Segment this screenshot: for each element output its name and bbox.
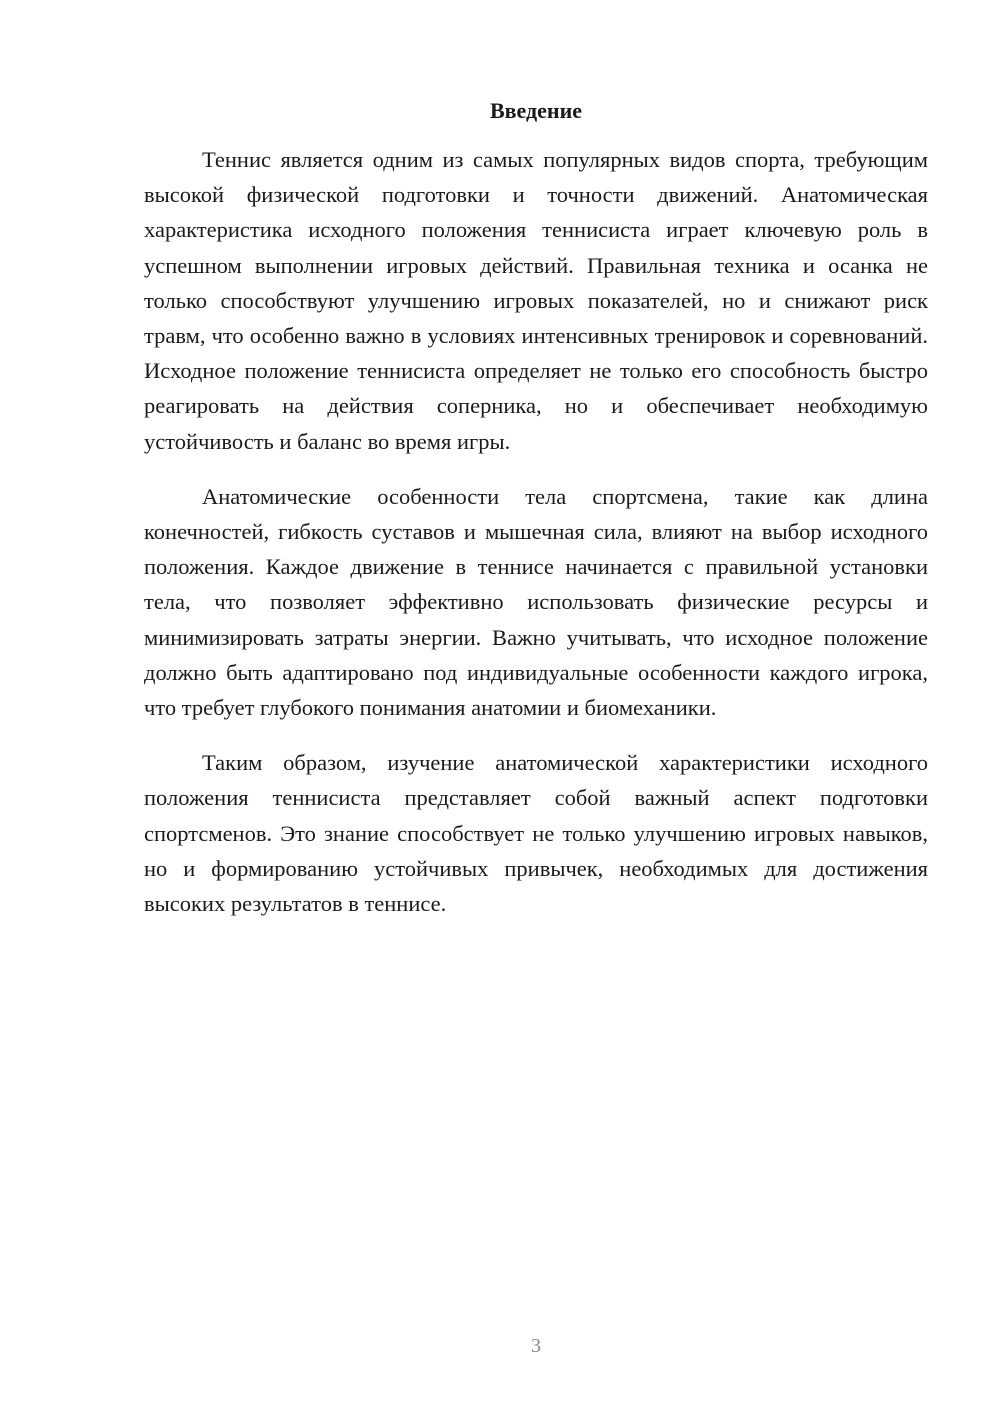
page-title: Введение [489, 98, 583, 123]
body-text [144, 142, 928, 941]
paragraph: Теннис является одним из самых популярных видов спорта, требующим высокой физической подготовки и точности движений. Анатомическая характеристика исходного положения теннисиста играет ключевую роль в успешном выполнении игровых действий. Правильная техника и осанка не только способствуют улучшению игровых показателей, но и снижают риск травм, что особенно важно в условиях интенсивных тренировок и соревнований. Исходное положение теннисиста определяет не только его способность быстро реагировать на действия соперника, но и обеспечивает необходимую устойчивость и баланс во время игры. [144, 147, 928, 454]
page-number: 3 [531, 1335, 541, 1357]
paragraph: Анатомические особенности тела спортсмена, такие как длина конечностей, гибкость суставов и мышечная сила, влияют на выбор исходного положения. Каждое движение в теннисе начинается с правильной установки тела, что позволяет эффективно использовать физические ресурсы и минимизировать затраты энергии. Важно учитывать, что исходное положение должно быть адаптировано под индивидуальные особенности каждого игрока, что требует глубокого понимания анатомии и биомеханики. [144, 483, 928, 721]
paragraph: Таким образом, изучение анатомической характеристики исходного положения теннисиста представляет собой важный аспект подготовки спортсменов. Это знание способствует не только улучшению игровых навыков, но и формированию устойчивых привычек, необходимых для достижения высоких результатов в теннисе. [144, 750, 928, 917]
